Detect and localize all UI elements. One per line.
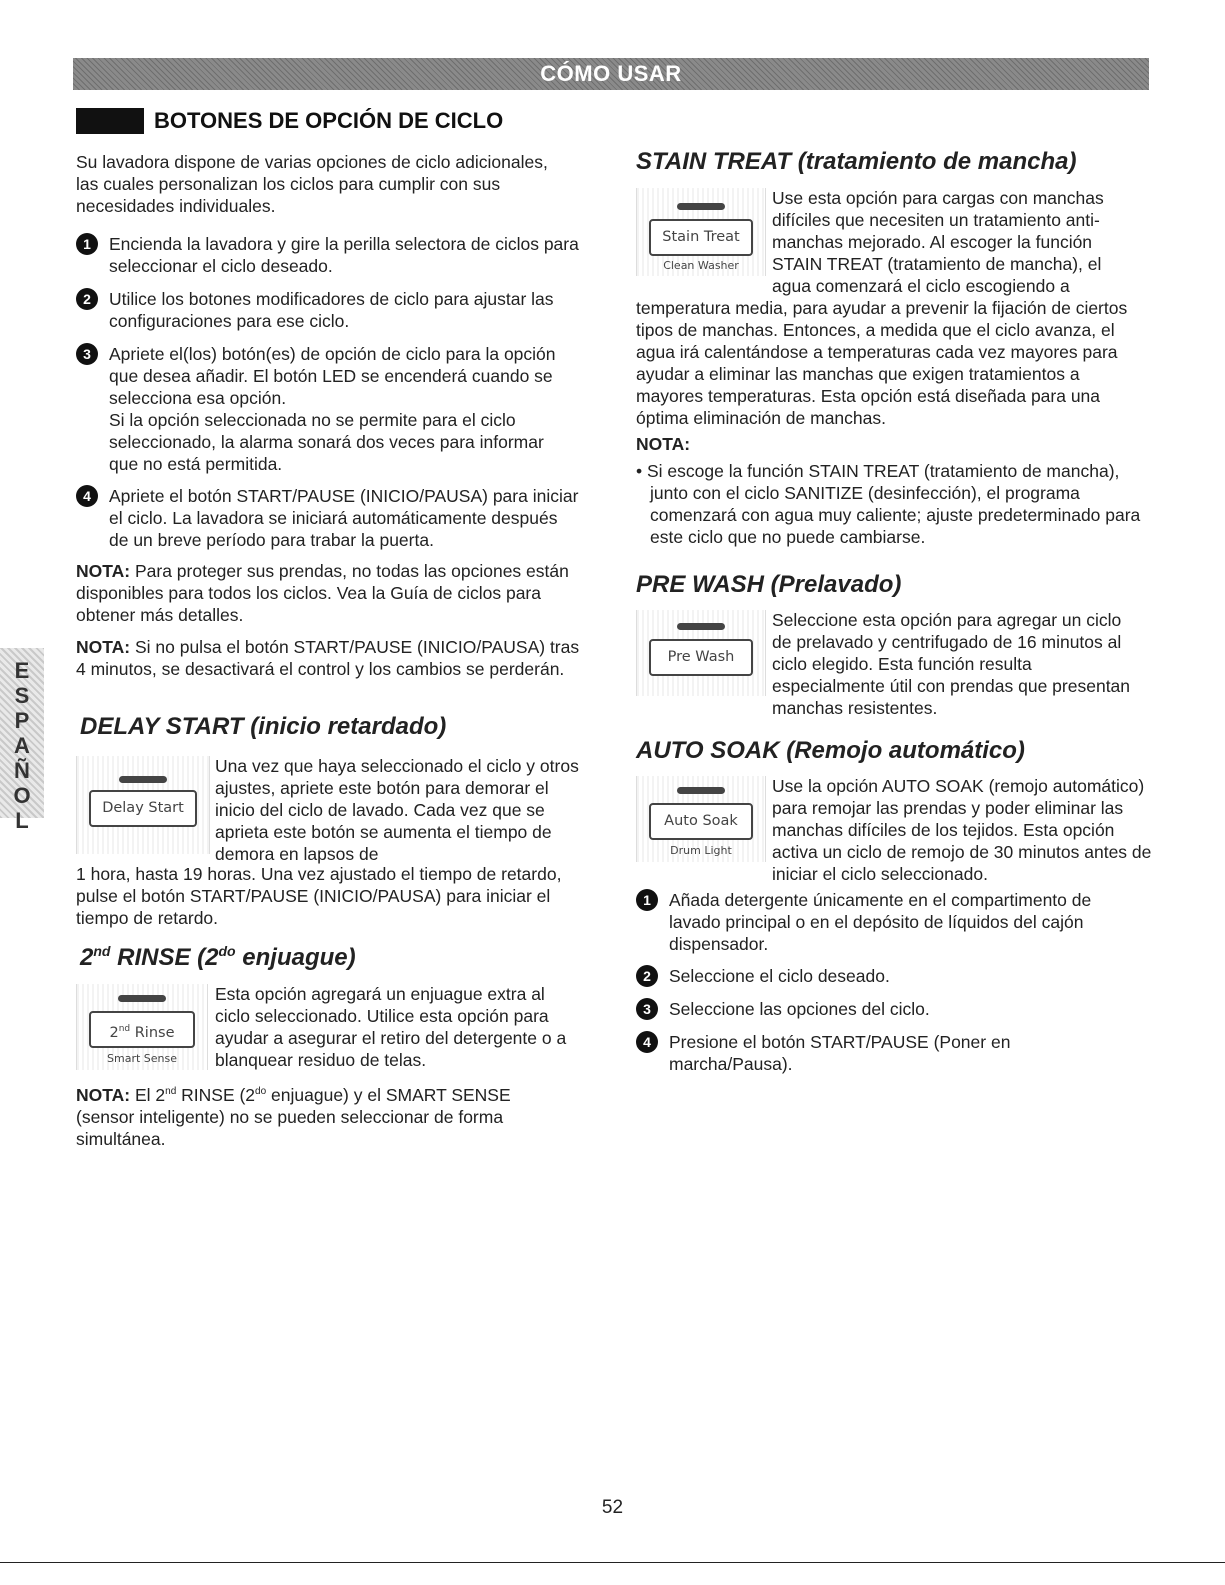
delay-start-text: 1 hora, hasta 19 horas. Una vez ajustado el tiempo de retardo, pulse el botón START/PAUSE (INICIO/PAUSA) para iniciar el tiempo de retardo. [76,864,562,928]
step-number: 3 [76,343,98,365]
page-bottom-rule [0,1562,1225,1563]
step-number: 1 [636,889,658,911]
stain-treat-side-text: Use esta opción para cargas con manchas difíciles que necesiten un tratamiento anti-manchas mejorado. Al escoger la función STAIN TREAT (tratamiento de mancha), el agua comenzará el ciclo escogiendo a [772,188,1104,296]
led-indicator [677,203,725,210]
delay-start-heading: DELAY START (inicio retardado) [80,713,447,740]
second-rinse-panel [76,984,208,1070]
section-heading [76,108,503,134]
stain-treat-note-label: NOTA: [636,434,691,454]
step-text: Apriete el botón START/PAUSE (INICIO/PAUSA) para iniciar el ciclo. La lavadora se iniciará automáticamente después de un breve período para trabar la puerta. [109,486,579,550]
second-rinse-note: NOTA: El 2nd RINSE ($2^{do}$ enjuague) y el SMART SENSE (sensor inteligente) no se pueden seleccionar de forma simultánea. [76,1084,511,1149]
note-1: NOTA: Para proteger sus prendas, no todas las opciones están disponibles para todos los ciclos. Vea la Guía de ciclos para obtener más detalles. [76,561,569,625]
step-number: 2 [76,288,98,310]
pre-wash-heading: PRE WASH (Prelavado) [636,571,902,598]
step-number: 2 [636,965,658,987]
section-banner: CÓMO USAR [73,58,1149,90]
pre-wash-text: Seleccione esta opción para agregar un ciclo de prelavado y centrifugado de 16 minutos al ciclo elegido. Esta función resulta especialmente útil con prendas que presentan manchas resistentes. [772,610,1131,718]
step-text: Apriete el(los) botón(es) de opción de ciclo para la opción que desea añadir. El botón LED se encenderá cuando se selecciona esa opción. Si la opción seleccionada no se permite para el ciclo seleccionado, la alarma sonará dos veces para informar que no está permitida. [109,344,556,474]
step-number: 4 [76,485,98,507]
step-text: Añada detergente únicamente en el compartimento de lavado principal o en el depósito de líquidos del cajón dispensador. [669,890,1092,954]
stain-treat-button[interactable]: Stain Treat [649,219,753,256]
second-rinse-button[interactable]: 2nd Rinse [89,1011,195,1048]
step-text: Encienda la lavadora y gire la perilla selectora de ciclos para seleccionar el ciclo deseado. [109,234,579,276]
auto-soak-panel [636,776,766,862]
delay-start-button[interactable]: Delay Start [89,790,197,827]
drum-light-label: Drum Light [670,844,732,857]
second-rinse-heading: 2nd RINSE ($2^{do}$ enjuague) [80,943,356,971]
delay-start-panel [76,756,210,854]
intro-paragraph: Su lavadora dispone de varias opciones de ciclo adicionales, las cuales personalizan los ciclos para cumplir con sus necesidades individuales. [76,152,548,216]
led-indicator [119,776,167,783]
step-text: Utilice los botones modificadores de ciclo para ajustar las configuraciones para ese ciclo. [109,289,554,331]
side-tab-label: E S P A Ñ O L [13,658,31,833]
note-2: NOTA: Si no pulsa el botón START/PAUSE (INICIO/PAUSA) tras 4 minutos, se desactivará el control y los cambios se perderán. [76,637,580,679]
stain-treat-text: temperatura media, para ayudar a prevenir la fijación de ciertos tipos de manchas. Entonces, a medida que el ciclo avanza, el agua irá calentándose a temperaturas cada vez mayores para ayudar a eliminar las manchas que exigen tratamientos a mayores temperaturas. Esta opción está diseñada para una óptima eliminación de manchas. [636,298,1128,428]
pre-wash-panel [636,610,766,696]
language-side-tab [0,648,44,833]
stain-treat-panel [636,188,766,276]
step-text: Presione el botón START/PAUSE (Poner en marcha/Pausa). [669,1032,1011,1074]
heading-block-marker [76,108,144,134]
step-text: Seleccione las opciones del ciclo. [669,999,930,1019]
led-indicator [118,995,166,1002]
section-title: BOTONES DE OPCIÓN DE CICLO [154,108,504,133]
auto-soak-button[interactable]: Auto Soak [649,803,753,840]
stain-treat-heading: STAIN TREAT (tratamiento de mancha) [636,148,1077,175]
step-number: 1 [76,233,98,255]
auto-soak-text: Use la opción AUTO SOAK (remojo automático) para remojar las prendas y poder eliminar las manchas difíciles de los tejidos. Esta opción activa un ciclo de remojo de 30 minutos antes de iniciar el ciclo seleccionado. [772,776,1152,884]
page-number: 52 [601,1497,624,1518]
step-number: 3 [636,998,658,1020]
auto-soak-heading: AUTO SOAK (Remojo automático) [636,737,1025,764]
step-text: Seleccione el ciclo deseado. [669,966,890,986]
smart-sense-label: Smart Sense [107,1052,177,1065]
led-indicator [677,787,725,794]
step-number: 4 [636,1031,658,1053]
second-rinse-text: Esta opción agregará un enjuague extra al ciclo seleccionado. Utilice esta opción para ayudar a asegurar el retiro del detergente o a blanquear residuo de telas. [215,984,567,1070]
stain-treat-note-bullet: • Si escoge la función STAIN TREAT (tratamiento de mancha), junto con el ciclo SANITIZE (desinfección), el programa comenzará con agua muy caliente; ajuste predeterminado para este ciclo que no puede cambiarse. [636,461,1141,547]
led-indicator [677,623,725,630]
clean-washer-label: Clean Washer [663,259,739,272]
delay-start-side-text: Una vez que haya seleccionado el ciclo y otros ajustes, apriete este botón para demorar el inicio del ciclo de lavado. Cada vez que se aprieta este botón se aumenta el tiempo de demora en lapsos de [215,756,579,864]
pre-wash-button[interactable]: Pre Wash [649,639,753,676]
